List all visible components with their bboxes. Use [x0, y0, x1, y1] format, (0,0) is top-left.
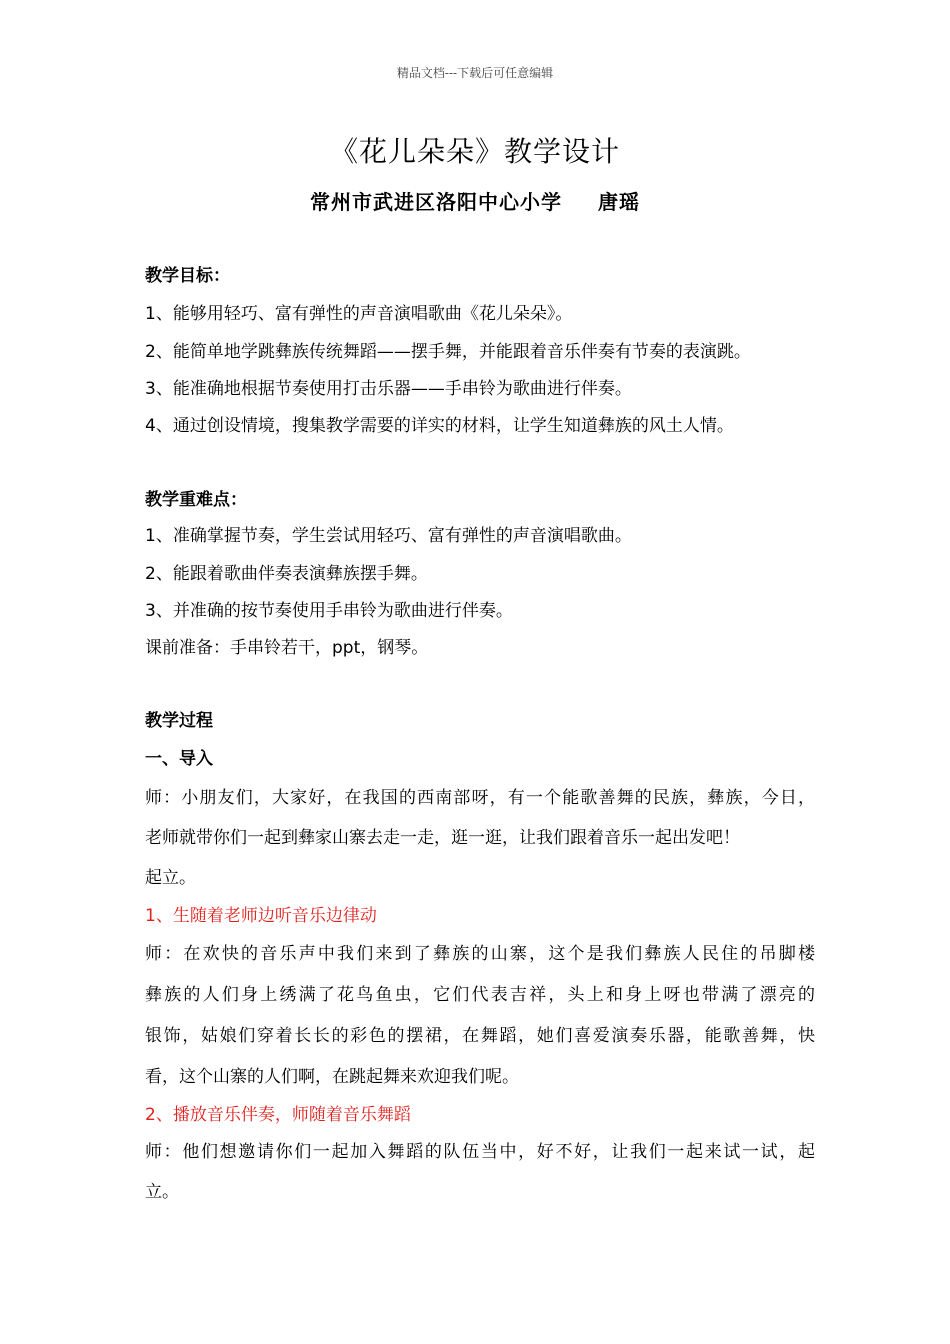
key-point-item: 1、准确掌握节奏，学生尝试用轻巧、富有弹性的声音演唱歌曲。 — [145, 526, 632, 546]
paragraph-line: 师：小朋友们，大家好，在我国的西南部呀，有一个能歌善舞的民族，彝族，今日， — [145, 788, 815, 808]
objective-item: 4、通过创设情境，搜集教学需要的详实的材料，让学生知道彝族的风土人情。 — [145, 416, 734, 436]
document-subtitle — [0, 186, 950, 215]
section-heading: 一、导入 — [145, 749, 213, 769]
paragraph-line: 师：他们想邀请你们一起加入舞蹈的队伍当中，好不好，让我们一起来试一试，起 — [145, 1142, 815, 1162]
key-point-item: 2、能跟着歌曲伴奏表演彝族摆手舞。 — [145, 564, 428, 584]
step-heading: 1、生随着老师边听音乐边律动 — [145, 906, 377, 926]
paragraph-line: 起立。 — [145, 868, 196, 888]
paragraph-line: 银饰，姑娘们穿着长长的彩色的摆裙，在舞蹈，她们喜爱演奏乐器，能歌善舞，快 — [145, 1026, 815, 1046]
author-name: 唐瑶 — [598, 190, 640, 214]
paragraph-line: 彝族的人们身上绣满了花鸟鱼虫，它们代表吉祥，头上和身上呀也带满了漂亮的 — [145, 985, 815, 1005]
objective-item: 2、能简单地学跳彝族传统舞蹈——摆手舞，并能跟着音乐伴奏有节奏的表演跳。 — [145, 342, 751, 362]
process-heading: 教学过程 — [145, 711, 213, 731]
paragraph-line: 看，这个山寨的人们啊，在跳起舞来欢迎我们呢。 — [145, 1067, 519, 1087]
school-name: 常州市武进区洛阳中心小学 — [310, 190, 562, 214]
step-heading: 2、播放音乐伴奏，师随着音乐舞蹈 — [145, 1105, 411, 1125]
key-points-heading: 教学重难点： — [145, 490, 247, 510]
objective-item: 1、能够用轻巧、富有弹性的声音演唱歌曲《花儿朵朵》。 — [145, 304, 573, 324]
preparation-note: 课前准备：手串铃若干，ppt，钢琴。 — [145, 638, 429, 658]
key-point-item: 3、并准确的按节奏使用手串铃为歌曲进行伴奏。 — [145, 601, 513, 621]
document-title: 《花儿朵朵》教学设计 — [329, 135, 620, 168]
paragraph-line: 立。 — [145, 1182, 179, 1202]
objective-item: 3、能准确地根据节奏使用打击乐器——手串铃为歌曲进行伴奏。 — [145, 379, 632, 399]
header-note: 精品文档---下载后可任意编辑 — [396, 66, 554, 80]
paragraph-line: 老师就带你们一起到彝家山寨去走一走，逛一逛，让我们跟着音乐一起出发吧！ — [145, 828, 740, 848]
objectives-heading: 教学目标： — [145, 266, 230, 286]
paragraph-line: 师：在欢快的音乐声中我们来到了彝族的山寨，这个是我们彝族人民住的吊脚楼 — [145, 944, 815, 964]
